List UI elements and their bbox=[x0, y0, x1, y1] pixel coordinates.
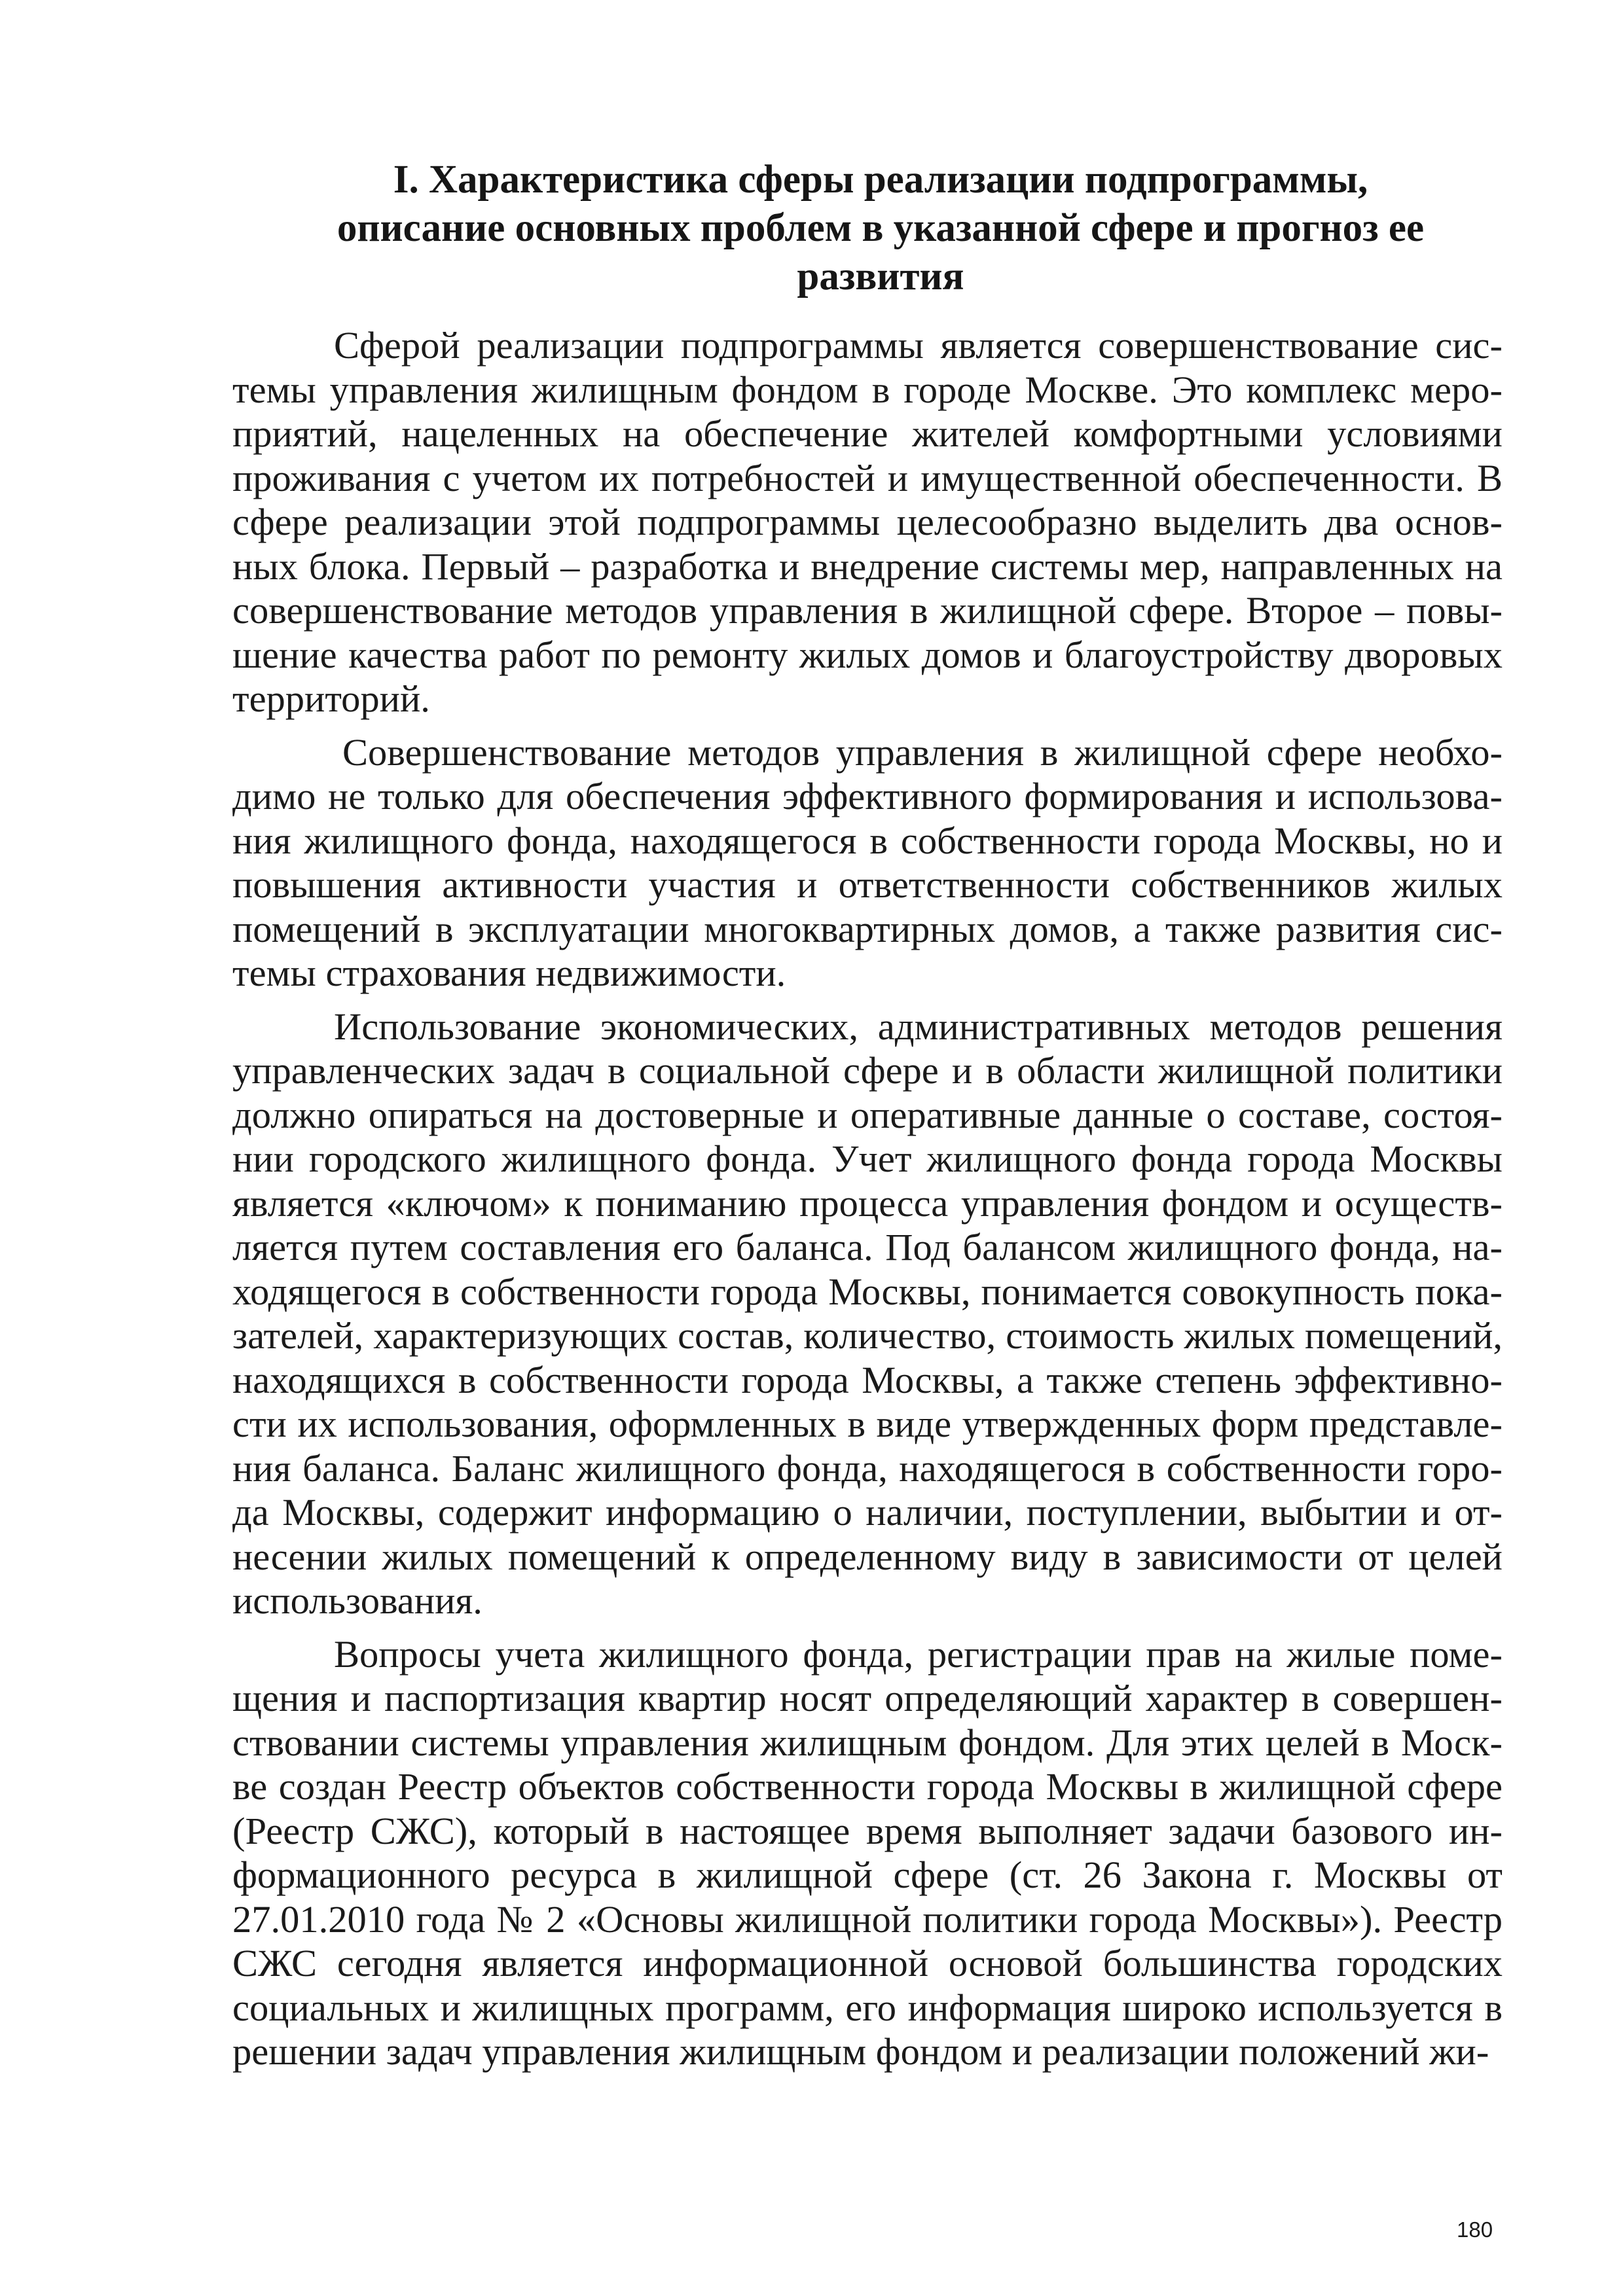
paragraph-3: Использование экономических, административных методов решения управленческих задач в социальной сфере и в области жилищной политики должно опираться на достоверные и оперативные данные о составе, состоянии городского жилищного фонда. Учет жилищного фонда города Москвы является «ключом» к пониманию процесса управления фондом и осуществляется путем составления его баланса. Под балансом жилищного фонда, находящегося в собственности города Москвы, понимается совокупность показателей, характеризующих состав, количество, стоимость жилых помещений, находящихся в собственности города Москвы, а также степень эффективности их использования, оформленных в виде утвержденных форм представления баланса. Баланс жилищного фонда, находящегося в собственности города Москвы, содержит информацию о наличии, поступлении, выбытии и отнесении жилых помещений к определенному виду в зависимости от целей использования. bbox=[232, 1005, 1503, 1622]
paragraph-1: Сферой реализации подпрограммы является совершенствование системы управления жилищным фондом в городе Москве. Это комплекс мероприятий, нацеленных на обеспечение жителей комфортными условиями проживания с учетом их потребностей и имущественной обеспеченности. В сфере реализации этой подпрограммы целесообразно выделить два основных блока. Первый – разработка и внедрение системы мер, направленных на совершенствование методов управления в жилищной сфере. Второе – повышение качества работ по ремонту жилых домов и благоустройству дворовых территорий. bbox=[232, 324, 1503, 720]
paragraph-2: Совершенствование методов управления в жилищной сфере необходимо не только для обеспечения эффективного формирования и использования жилищного фонда, находящегося в собственности города Москвы, но и повышения активности участия и ответственности собственников жилых помещений в эксплуатации многоквартирных домов, а также развития системы страхования недвижимости. bbox=[232, 730, 1503, 994]
paragraph-4: Вопросы учета жилищного фонда, регистрации прав на жилые помещения и паспортизация квартир носят определяющий характер в совершенствовании системы управления жилищным фондом. Для этих целей в Москве создан Реестр объектов собственности города Москвы в жилищной сфере (Реестр СЖС), который в настоящее время выполняет задачи базового информационного ресурса в жилищной сфере (ст. 26 Закона г. Москвы от 27.01.2010 года № 2 «Основы жилищной политики города Москвы»). Реестр СЖС сегодня является информационной основой большинства городских социальных и жилищных программ, его информация широко используется в решении задач управления жилищным фондом и реализации положений жи- bbox=[232, 1632, 1503, 2073]
page-number: 180 bbox=[1457, 2217, 1493, 2242]
section-heading bbox=[262, 156, 1499, 301]
body-text bbox=[232, 323, 1503, 2083]
heading-line-2: описание основных проблем в указанной сфере и прогноз ее bbox=[337, 206, 1425, 250]
heading-line-3: развития bbox=[797, 255, 964, 298]
heading-line-1: I. Характеристика сферы реализации подпрограммы, bbox=[393, 158, 1368, 202]
